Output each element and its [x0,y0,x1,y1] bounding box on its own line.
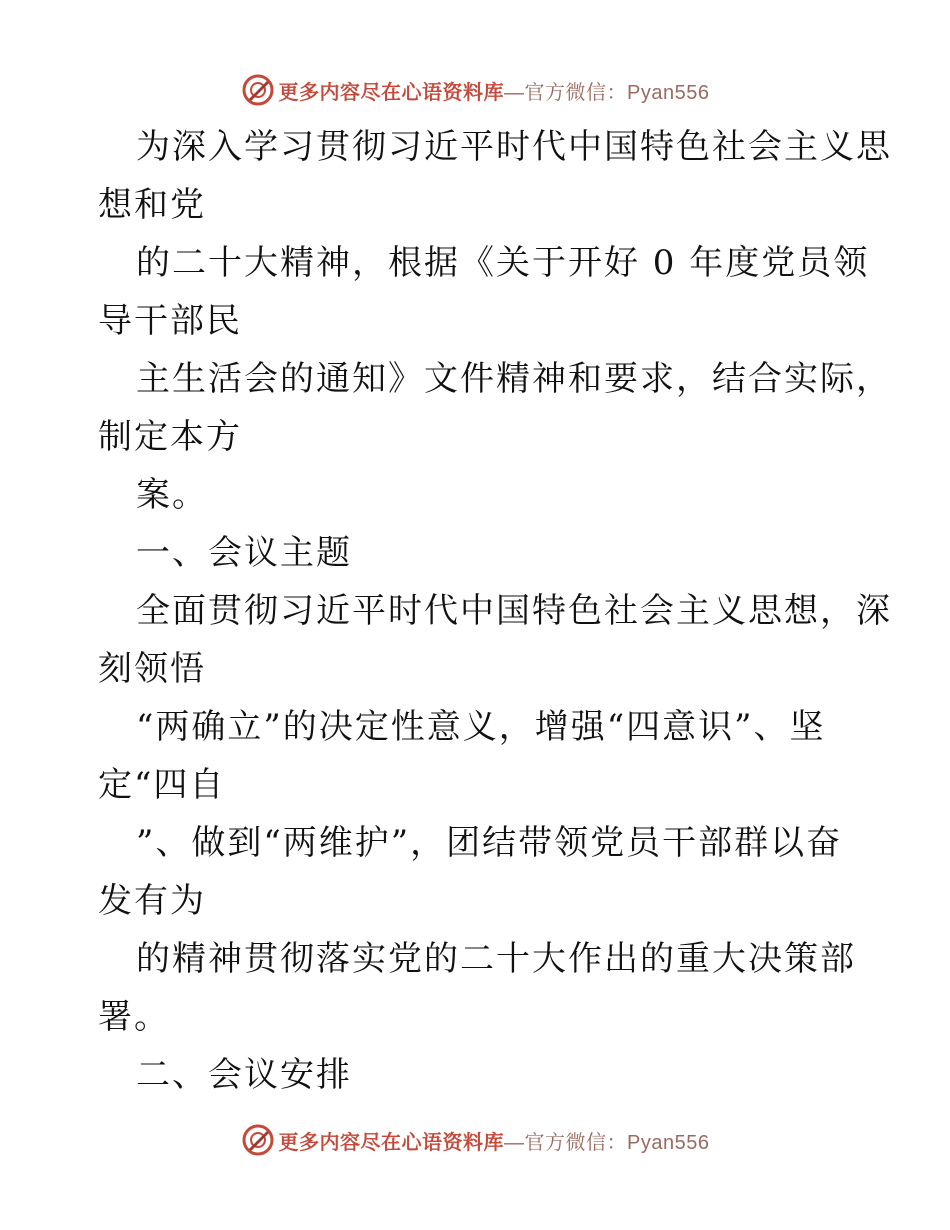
watermark-dash: — [504,81,525,104]
text-line: 刻领悟 [98,649,206,689]
watermark-brand: 更多内容尽在心语资料库 [278,1131,505,1154]
text-line: 想和党 [98,185,206,225]
text-line: 定“四自 [98,765,226,805]
text-line: 二、会议安排 [136,1055,352,1095]
text-line: 发有为 [98,881,206,921]
text-line: 的二十大精神，根据《关于开好 0 年度党员领 [136,243,870,283]
text-line: ”、做到“两维护”，团结带领党员干部群以奋 [136,823,843,863]
text-line: 的精神贯彻落实党的二十大作出的重大决策部 [136,939,856,979]
text-line: “两确立”的决定性意义，增强“四意识”、坚 [136,707,826,747]
watermark-text [279,1126,710,1155]
text-line: 署。 [98,997,170,1037]
watermark-brand: 更多内容尽在心语资料库 [278,81,505,104]
watermark-contact: 官方微信：Pyan556 [524,81,710,104]
text-line: 主生活会的通知》文件精神和要求，结合实际， [136,359,892,399]
pen-logo-icon [241,1123,275,1157]
text-line: 导干部民 [98,301,242,341]
watermark-dash: — [504,1131,525,1154]
watermark-text [279,76,710,105]
text-line: 为深入学习贯彻习近平时代中国特色社会主义思 [136,127,892,167]
text-line: 案。 [136,475,208,515]
watermark-banner-top [0,70,950,110]
watermark-contact: 官方微信：Pyan556 [524,1131,710,1154]
pen-logo-icon [241,73,275,107]
text-line: 一、会议主题 [136,533,352,573]
text-line: 全面贯彻习近平时代中国特色社会主义思想，深 [136,591,892,631]
document-body [98,118,892,1104]
text-line: 制定本方 [98,417,242,457]
watermark-banner-bottom [0,1120,950,1160]
